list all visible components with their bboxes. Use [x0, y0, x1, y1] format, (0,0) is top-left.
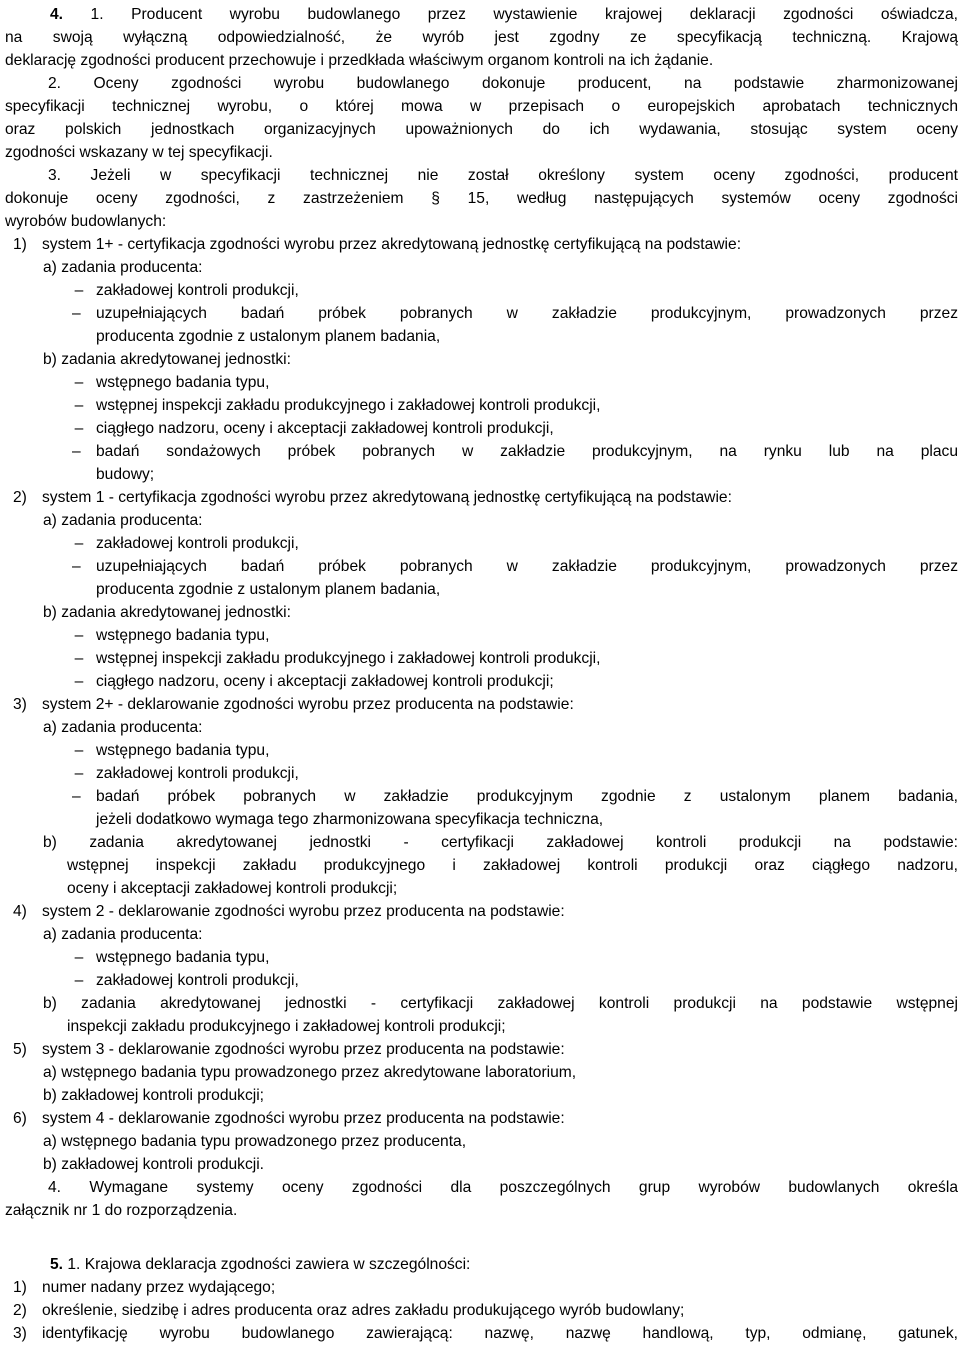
dash-item [5, 440, 958, 463]
dash-item [5, 371, 958, 394]
list-text: określenie, siedzibę i adres producenta oraz adres zakładu produkującego wyrób budowlany; [42, 1302, 685, 1319]
list-text: identyfikację wyrobu budowlanego zawierającą: nazwę, nazwę handlową, typ, odmianę, gatunek, [42, 1325, 958, 1342]
list-number: 3) [13, 696, 27, 713]
dash-item [5, 279, 958, 302]
list-item [5, 1322, 958, 1345]
dash-text: zakładowej kontroli produkcji, [96, 972, 299, 989]
list-number: 6) [13, 1110, 27, 1127]
dash-bullet: – [74, 420, 84, 437]
dash-text: wstępnej inspekcji zakładu produkcyjnego i zakładowej kontroli produkcji, [96, 397, 601, 414]
list-text: system 3 - deklarowanie zgodności wyrobu przez producenta na podstawie: [42, 1041, 565, 1058]
dash-text: wstępnej inspekcji zakładu produkcyjnego i zakładowej kontroli produkcji, [96, 650, 601, 667]
dash-text: badań sondażowych próbek pobranych w zakładzie produkcyjnym, na rynku lub na placu [96, 443, 958, 460]
paragraph-line: 4. Wymagane systemy oceny zgodności dla poszczególnych grup wyrobów budowlanych określa [48, 1179, 958, 1196]
dash-bullet: – [74, 765, 84, 782]
list-text: system 2+ - deklarowanie zgodności wyrobu przez producenta na podstawie: [42, 696, 574, 713]
dash-text-continuation: producenta zgodnie z ustalonym planem badania, [96, 328, 441, 345]
subitem-a: a) wstępnego badania typu prowadzonego przez akredytowane laboratorium, [43, 1064, 577, 1081]
system-item [5, 1107, 958, 1130]
dash-bullet: – [74, 673, 84, 690]
subitem-b: b) zadania akredytowanej jednostki: [43, 604, 291, 621]
dash-text: zakładowej kontroli produkcji, [96, 535, 299, 552]
paragraph-line: na swoją wyłączną odpowiedzialność, że wyrób jest zgodny ze specyfikacją techniczną. Krajową [5, 29, 958, 46]
section-5-label: 5. [50, 1256, 64, 1273]
subitem-a: a) wstępnego badania typu prowadzonego przez producenta, [43, 1133, 467, 1150]
dash-item [5, 647, 958, 670]
dash-item [5, 762, 958, 785]
dash-bullet: – [72, 305, 81, 322]
list-number: 4) [13, 903, 27, 920]
dash-bullet: – [72, 443, 81, 460]
section-4-first-line [5, 3, 958, 26]
system-item [5, 1038, 958, 1061]
dash-item [5, 394, 958, 417]
dash-bullet: – [74, 374, 84, 391]
subitem-b: b) zadania akredytowanej jednostki: [43, 351, 291, 368]
list-number: 3) [13, 1325, 27, 1342]
dash-text: wstępnego badania typu, [96, 627, 270, 644]
system-item [5, 900, 958, 923]
dash-item [5, 969, 958, 992]
list-text: numer nadany przez wydającego; [42, 1279, 276, 1296]
paragraph-line: deklarację zgodności producent przechowuje i przedkłada właściwym organom kontroli na ich żądanie. [5, 52, 714, 69]
subitem-a: a) zadania producenta: [43, 259, 203, 276]
dash-bullet: – [74, 650, 84, 667]
subitem-b-continuation: oceny i akceptacji zakładowej kontroli produkcji; [67, 880, 398, 897]
subitem-b: b) zakładowej kontroli produkcji. [43, 1156, 265, 1173]
dash-text: ciągłego nadzoru, oceny i akceptacji zakładowej kontroli produkcji; [96, 673, 554, 690]
system-item [5, 486, 958, 509]
subitem-a: a) zadania producenta: [43, 719, 203, 736]
section-5-first-line [5, 1253, 958, 1276]
dash-item [5, 302, 958, 325]
dash-bullet: – [74, 949, 84, 966]
list-number: 2) [13, 1302, 27, 1319]
dash-text: zakładowej kontroli produkcji, [96, 765, 299, 782]
paragraph-line: załącznik nr 1 do rozporządzenia. [5, 1202, 238, 1219]
dash-item [5, 624, 958, 647]
dash-text-continuation: jeżeli dodatkowo wymaga tego zharmonizowana specyfikacja techniczna, [96, 811, 604, 828]
dash-text: uzupełniających badań próbek pobranych w zakładzie produkcyjnym, prowadzonych przez [96, 305, 958, 322]
paragraph-line: 2. Oceny zgodności wyrobu budowlanego dokonuje producent, na podstawie zharmonizowanej [48, 75, 958, 92]
section-4-label: 4. [50, 6, 64, 23]
dash-bullet: – [74, 627, 84, 644]
dash-text: badań próbek pobranych w zakładzie produkcyjnym zgodnie z ustalonym planem badania, [96, 788, 958, 805]
dash-text: wstępnego badania typu, [96, 374, 270, 391]
dash-text: zakładowej kontroli produkcji, [96, 282, 299, 299]
dash-text: ciągłego nadzoru, oceny i akceptacji zakładowej kontroli produkcji, [96, 420, 554, 437]
subitem-b: b) zadania akredytowanej jednostki - certyfikacji zakładowej kontroli produkcji na podstawie wstępnej [43, 995, 958, 1012]
system-item [5, 233, 958, 256]
dash-text: wstępnego badania typu, [96, 742, 270, 759]
dash-text: uzupełniających badań próbek pobranych w zakładzie produkcyjnym, prowadzonych przez [96, 558, 958, 575]
list-text: system 1 - certyfikacja zgodności wyrobu przez akredytowaną jednostkę certyfikującą na podstawie: [42, 489, 732, 506]
paragraph-line: 3. Jeżeli w specyfikacji technicznej nie został określony system oceny zgodności, producent [48, 167, 958, 184]
list-number: 2) [13, 489, 27, 506]
paragraph-line: oraz polskich jednostkach organizacyjnych upoważnionych do ich wydawania, stosując system oceny [5, 121, 958, 138]
list-number: 1) [13, 1279, 27, 1296]
dash-bullet: – [72, 788, 81, 805]
list-text: system 2 - deklarowanie zgodności wyrobu przez producenta na podstawie: [42, 903, 565, 920]
dash-bullet: – [74, 972, 84, 989]
dash-item [5, 739, 958, 762]
dash-bullet: – [74, 397, 84, 414]
subitem-b: b) zakładowej kontroli produkcji; [43, 1087, 265, 1104]
list-number: 5) [13, 1041, 27, 1058]
paragraph-line: wyrobów budowlanych: [5, 213, 167, 230]
paragraph-line: dokonuje oceny zgodności, z zastrzeżeniem § 15, według następujących systemów oceny zgodności [5, 190, 958, 207]
dash-text-continuation: producenta zgodnie z ustalonym planem badania, [96, 581, 441, 598]
dash-item [5, 555, 958, 578]
dash-bullet: – [74, 742, 84, 759]
paragraph-text: 1. Krajowa deklaracja zgodności zawiera w szczególności: [67, 1256, 471, 1273]
subitem-a: a) zadania producenta: [43, 926, 203, 943]
list-item [5, 1299, 958, 1322]
dash-bullet: – [72, 558, 81, 575]
dash-item [5, 670, 958, 693]
paragraph-text: 1. Producent wyrobu budowlanego przez wystawienie krajowej deklaracji zgodności oświadcza, [90, 6, 958, 23]
dash-text: wstępnego badania typu, [96, 949, 270, 966]
list-number: 1) [13, 236, 27, 253]
dash-item [5, 946, 958, 969]
paragraph-line: specyfikacji technicznej wyrobu, o której mowa w przepisach o europejskich aprobatach technicznych [5, 98, 958, 115]
dash-item [5, 785, 958, 808]
list-item [5, 1276, 958, 1299]
subitem-b: b) zadania akredytowanej jednostki - certyfikacji zakładowej kontroli produkcji na podstawie: [43, 834, 958, 851]
subitem-b-continuation: inspekcji zakładu produkcyjnego i zakładowej kontroli produkcji; [67, 1018, 506, 1035]
dash-item [5, 417, 958, 440]
list-text: system 1+ - certyfikacja zgodności wyrobu przez akredytowaną jednostkę certyfikującą na podstawie: [42, 236, 742, 253]
dash-bullet: – [74, 282, 84, 299]
paragraph-line: zgodności wskazany w tej specyfikacji. [5, 144, 273, 161]
dash-item [5, 532, 958, 555]
list-text: system 4 - deklarowanie zgodności wyrobu przez producenta na podstawie: [42, 1110, 565, 1127]
dash-text-continuation: budowy; [96, 466, 155, 483]
dash-bullet: – [74, 535, 84, 552]
subitem-b-continuation: wstępnej inspekcji zakładu produkcyjnego i zakładowej kontroli produkcji oraz ciągłego nadzoru, [67, 857, 958, 874]
subitem-a: a) zadania producenta: [43, 512, 203, 529]
system-item [5, 693, 958, 716]
